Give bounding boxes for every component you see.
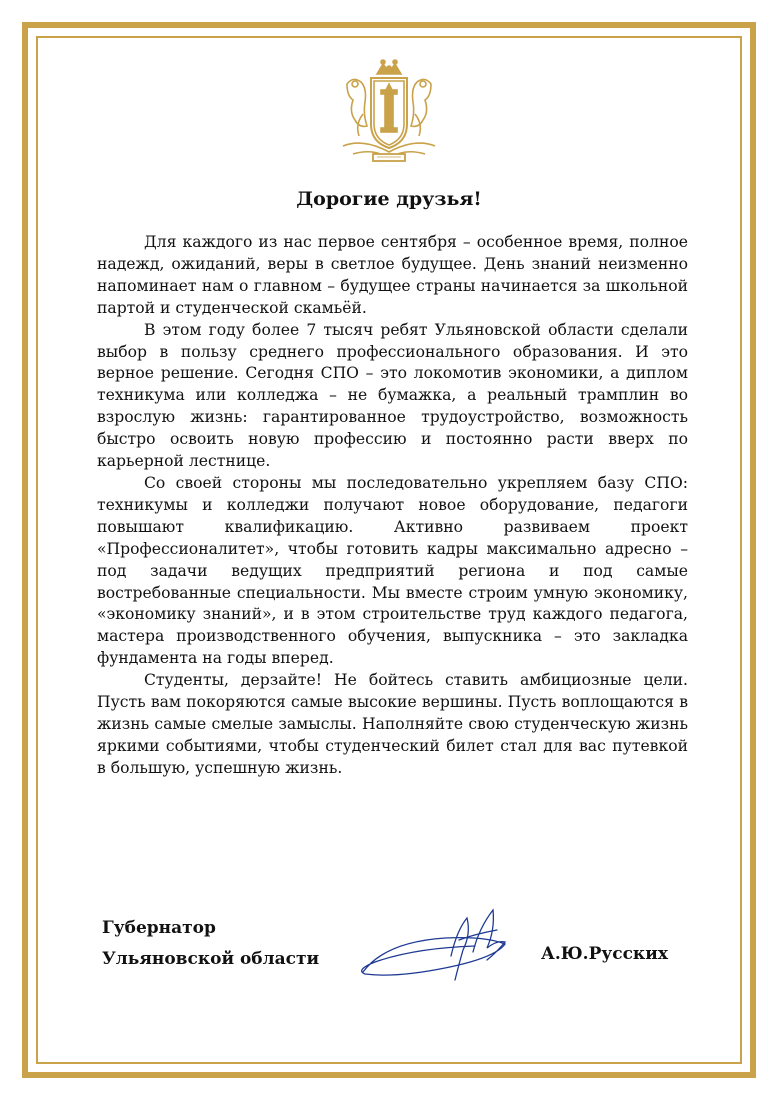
letter-paragraph: В этом году более 7 тысяч ребят Ульяновской области сделали выбор в пользу среднего профессионального образования. И это верное решение. Сегодня СПО – это локомотив экономики, а диплом техникума или колледжа – не бумажка, а реальный трамплин во взрослую жизнь: гарантированное трудоустройство, возможность быстро освоить новую профессию и постоянно расти вверх по карьерной лестнице. [97, 320, 688, 471]
signatory-name: А.Ю.Русских [541, 944, 668, 964]
handwritten-signature-icon [355, 900, 530, 990]
letter-paragraph: Со своей стороны мы последовательно укрепляем базу СПО: техникумы и колледжи получают новое оборудование, педагоги повышают квалификацию. Активно развиваем проект «Профессионалитет», чтобы готовить кадры максимально адресно – под задачи ведущих предприятий региона и под самые востребованные специальности. Мы вместе строим умную экономику, «экономику знаний», и в этом строительстве труд каждого педагога, мастера производственного обучения, выпускника – это закладка фундамента на годы вперед. [97, 473, 688, 668]
letter-body [97, 232, 688, 780]
letter-paragraph: Студенты, дерзайте! Не бойтесь ставить амбициозные цели. Пусть вам покоряются самые высокие вершины. Пусть воплощаются в жизнь самые смелые замыслы. Наполняйте свою студенческую жизнь яркими событиями, чтобы студенческий билет стал для вас путевкой в большую, успешную жизнь. [97, 671, 688, 777]
coat-of-arms-emblem-icon [333, 54, 445, 169]
letter-greeting: Дорогие друзья! [296, 188, 482, 210]
signatory-title-line: Ульяновской области [102, 949, 320, 969]
letter-paragraph: Для каждого из нас первое сентября – особенное время, полное надежд, ожиданий, веры в светлое будущее. День знаний неизменно напоминает нам о главном – будущее страны начинается за школьной партой и студенческой скамьёй. [97, 233, 688, 317]
signatory-title [102, 913, 319, 975]
signatory-title-line: Губернатор [102, 918, 216, 938]
